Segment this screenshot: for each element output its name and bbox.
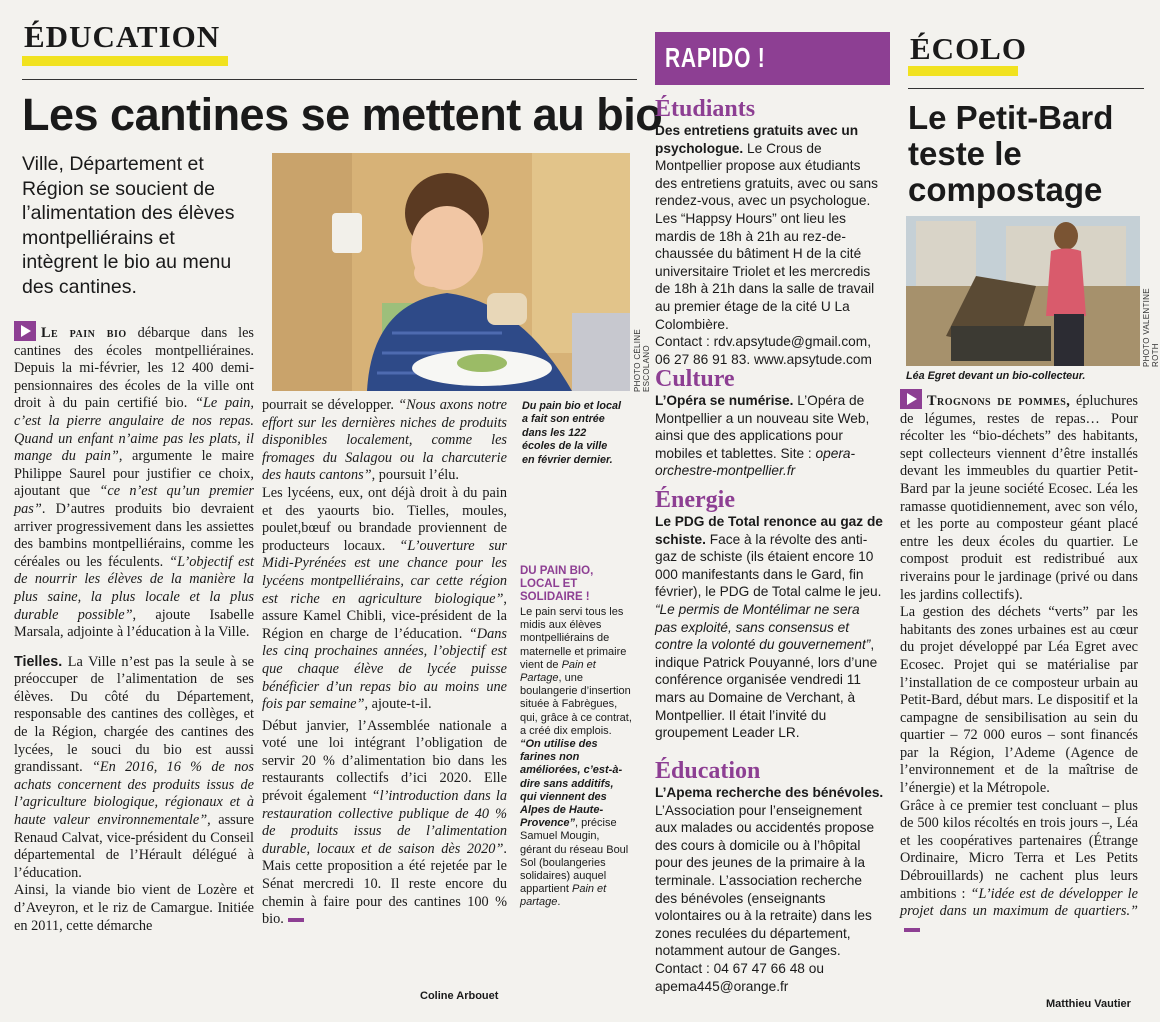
rapido-header (655, 32, 890, 85)
rapido-title: RAPIDO ! (665, 42, 766, 73)
body-text: . D’autres produits bio devraient arriver progressivement dans les assiettes des bambins montpelliérains, comme les céréales ou les féculents. (14, 500, 254, 570)
sidebar-text: Le pain servi tous les midis aux élèves montpelliérains de maternelle et primaire vient de (520, 606, 627, 671)
section-kicker-ecolo: ÉCOLO (910, 31, 1027, 66)
arrow-marker-icon (14, 321, 36, 341)
rapido-link[interactable]: opera-orchestre-montpellier.fr (655, 445, 856, 479)
rapido-body: Le Crous de Montpellier propose aux étudiants des entretiens gratuits, avec ou sans rendez-vous, avec un psychologue. Les “Happsy Hours” ont lieu les mardis de 18h à 21h au rez-de-chaussée du bâtiment H de la cité universitaire Triolet et les mercredis de 18h à 21h dans la salle de travail au premier étage de la cité U La Colombière. (655, 140, 878, 332)
woman-bio-collector-image (906, 216, 1140, 366)
quote: “Dans les cinq prochaines années, l’objectif est que chaque élève de lycée puisse bénéficier d’un repas bio au moins une fois par semaine” (262, 625, 507, 713)
body-text: Début janvier, l’Assemblée nationale a voté une loi intégrant l’obligation de servir 20 % d’alimentation bio dans les restaurants collectifs d’ici 2020. Elle prévoit également (262, 717, 507, 805)
quote: “L’ouverture sur Midi-Pyrénées est une chance pour les lycéens montpelliérains, car cette région est riche en agriculture biologique” (262, 537, 507, 607)
body-text: , argumente le maire Philippe Saurel pour justifier ce choix, ajoutant que (14, 448, 254, 500)
section-kicker-education: ÉDUCATION (24, 19, 221, 54)
body-text: Les lycéens, eux, ont déjà droit à du pain et des yaourts bio. Tielles, moules, poulet,bœuf ou brandade proviennent de producteurs locaux. (262, 484, 507, 554)
kicker-underline (22, 56, 228, 66)
body-text: Grâce à ce premier test concluant – plus de 500 kilos récoltés en trois jours –, Léa et les coopératives partenaires (Étrange Ordinaire, Micro Terra et Les Petits Débrouillards) ne cachent plus leurs ambitions : (900, 797, 1138, 902)
right-article-body (900, 389, 1138, 938)
quote: “L’objectif est de nourrir les élèves de la manière la plus saine, la plus locale et la plus durable possible” (14, 553, 254, 623)
kicker-underline (908, 66, 1018, 76)
rapido-quote: “Le permis de Montélimar ne sera pas exploité, sans consensus et contre la volonté du gouvernement” (655, 601, 871, 653)
rapido-lead: L’Apema recherche des bénévoles. (655, 785, 884, 800)
rapido-section-energie (655, 487, 885, 742)
rapido-body: L’Association pour l’enseignement aux malades ou accidentés propose des cours à domicile ou à l’hôpital pour des jeunes de la primaire à la terminale. L’association recherche des bénévoles (enseignants volontaires ou à la retraite) dans les zones reculées du département, notamment autour de Ganges. Contact : 04 67 47 66 48 ou apema445@orange.fr (655, 802, 875, 994)
lead-smallcaps: Trognons de pommes, (927, 393, 1071, 409)
photo-credit: PHOTO CÉLINE ESCOLANO (633, 328, 651, 392)
body-text: La Ville n’est pas la seule à se préoccuper de l’alimentation de ses élèves. Du côté du Département, responsable des cantines des collèges, et de la Région, chargée des cantines des lycées, le souci du bio est aussi grandissant. (14, 653, 254, 776)
body-text: , ajoute Isabelle Marsala, adjointe à l’éducation à la Ville. (14, 606, 254, 641)
subhead: Tielles. (14, 653, 63, 670)
rapido-body: Face à la révolte des anti-gaz de schiste (ils étaient encore 10 000 manifestants dans le Gard, fin février), le PDG de Total calme le jeu. (655, 531, 882, 600)
photo-credit: PHOTO VALENTINE ROTH (1142, 288, 1160, 367)
sidebar-text: , une boulangerie d’insertion située à Fabrègues, qui, grâce à ce contrat, a créé dix emplois. (520, 672, 632, 737)
arrow-marker-icon (900, 389, 922, 409)
signature-right: Matthieu Vautier (1046, 998, 1131, 1010)
rapido-contact: Contact : rdv.apsytude@gmail.com, 06 27 86 91 83. www.apsytude.com (655, 334, 872, 367)
body-text: , assure Kamel Chibli, vice-président de la Région en charge de l’éducation. (262, 590, 507, 642)
body-text: , assure Renaud Calvat, vice-président du Conseil départemental de l’Hérault délégué à l’éducation. (14, 812, 254, 881)
rapido-section-education (655, 758, 885, 995)
sidebar-text: , précise Samuel Mougin, gérant du réseau Boul Sol (boulangeries solidaires) auquel appartient (520, 817, 629, 896)
sidebar-text: . (557, 896, 561, 909)
rapido-body: L’Opéra de Montpellier a un nouveau site Web, ainsi que des applications pour mobiles et tablettes. Site : (655, 393, 870, 461)
rapido-body: , indique Patrick Pouyanné, lors d’une conférence organisée vendredi 11 mars au Domaine de Verchant, à Montpellier. Il était l’invité du groupement Leader LR. (655, 637, 878, 741)
body-text: , ajoute-t-il. (364, 696, 432, 713)
right-headline: Le Petit-Bard teste le compostage (908, 99, 1114, 208)
child-eating-bread-image (272, 153, 630, 391)
sidebar-quote: “On utilise des farines non améliorées, c’est-à-dire sans additifs, qui viennent des Alpes de Haute-Provence” (520, 738, 623, 830)
lead-smallcaps: Le pain bio (41, 325, 127, 341)
rapido-section-etudiants (655, 96, 885, 368)
quote: “L’idée est de développer le projet dans un maximum de quartiers.” (900, 885, 1138, 920)
right-photo-caption: Léa Egret devant un bio-collecteur. (906, 370, 1086, 382)
deck: Ville, Département et Région se soucient de l’alimentation des élèves montpelliérains et intègrent le bio au menu des cantines. (22, 153, 235, 298)
quote: “l’introduction dans la restauration collective publique de 40 % de produits issus de l’alimentation durable, locaux et de saison dès 2020” (262, 788, 508, 857)
top-rule (22, 79, 637, 80)
body-text: épluchures de légumes, restes de repas… Pour récolter les “bio-déchets” des habitants, sept collecteurs viennent d’être installés devant les immeubles du quartier Petit-Bard par la jeune société Ecosec. Léa les ramasse quotidiennement, avec son vélo, et les porte au composteur géant placé entre les deux écoles du quartier. Le compost produit est redistribué aux riverains pour le jardinage (privé ou dans les jardins collectifs). (900, 393, 1138, 603)
sidebar-title: DU PAIN BIO, LOCAL ET SOLIDAIRE ! (520, 565, 594, 603)
quote: “ce n’est qu’un premier pas” (14, 483, 254, 517)
rapido-category: Éducation (655, 758, 761, 784)
quote: “Le pain, c’est la pierre angulaire de nos repas. Quand un enfant n’aime pas les plats, il mange du pain” (14, 395, 254, 465)
photo-compost (906, 216, 1140, 366)
body-text: débarque dans les cantines des écoles montpelliéraines. Depuis la mi-février, les 12 400 demi-pensionnaires des écoles de la ville ont droit à du pain certifié bio. (14, 325, 254, 412)
quote: “Nous axons notre effort sur les dernières niches de produits disponibles localement, comme les fromages du Salagou ou la charcuterie des hauts cantons” (262, 397, 508, 484)
top-rule (908, 88, 1144, 89)
photo-child-eating (272, 153, 630, 391)
rapido-section-culture (655, 366, 885, 480)
rapido-category: Étudiants (655, 96, 756, 122)
rapido-category: Énergie (655, 487, 735, 513)
article-column-2 (262, 397, 507, 929)
rapido-lead: Le PDG de Total renonce au gaz de schiste. (655, 514, 883, 547)
rapido-category: Culture (655, 366, 735, 392)
body-text: . Mais cette proposition a été rejetée par le Sénat mercredi 10. Il reste encore du chemin à faire pour des cantines 100 % bio. (262, 840, 507, 928)
end-mark (288, 918, 304, 922)
body-text: La gestion des déchets “verts” par les habitants des zones urbaines est au cœur du projet développé par Léa Egret avec Ecosec. Projet qui se matérialise par l’installation de ce composteur urbain au Petit-Bard, début mars. Le dispositif et la campagne de sensibilisation au sein du quartier – 72 000 euros – sont financés par la Région, l’Ademe (Agence de l’environnement et de la maîtrise de l’énergie) et la Métropole. (900, 604, 1138, 797)
body-text: pourrait se développer. (262, 397, 399, 413)
signature-left: Coline Arbouet (420, 990, 499, 1002)
rapido-lead: Des entretiens gratuits avec un psychologue. (655, 123, 859, 156)
sidebar-box (520, 565, 632, 910)
photo-caption: Du pain bio et local a fait son entrée dans les 122 écoles de la ville en février dernier. (522, 400, 621, 466)
sidebar-text: Pain et Partage (520, 658, 596, 685)
body-text: , poursuit l’élu. (371, 467, 459, 484)
rapido-lead: L’Opéra se numérise. (655, 393, 794, 408)
body-text: Ainsi, la viande bio vient de Lozère et d’Aveyron, et le riz de Camargue. Initiée en 2011, cette démarche (14, 882, 254, 934)
sidebar-text: Pain et partage (520, 883, 607, 909)
quote: “En 2016, 16 % de nos achats concernent des produits issus de l’agriculture biologique, régionaux et à haute valeur environnementale” (14, 759, 254, 829)
article-column-1 (14, 321, 254, 935)
headline: Les cantines se mettent au bio (22, 89, 663, 140)
end-mark (904, 928, 920, 932)
